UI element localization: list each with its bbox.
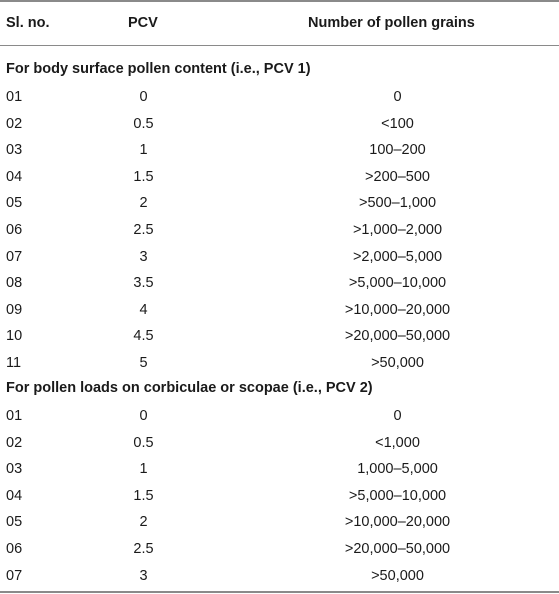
cell-pcv-value: 3.5 (133, 275, 154, 292)
cell-pollen-grains-value: >10,000–20,000 (344, 514, 451, 531)
cell-pcv-value: 2.5 (133, 222, 154, 238)
table-row (0, 350, 559, 376)
cell-sl-no: 10 (6, 328, 23, 345)
column-header-pcv: PCV (128, 15, 158, 31)
section-title: For body surface pollen content (i.e., PCV 1) (6, 61, 311, 77)
cell-pollen-grains (371, 567, 424, 585)
cell-pollen-grains (371, 354, 424, 372)
table-row (0, 297, 559, 323)
cell-pollen-grains-value: >20,000–50,000 (344, 328, 451, 345)
cell-pollen-grains-value: >500–1,000 (359, 195, 437, 212)
cell-sl-no: 04 (6, 168, 23, 185)
cell-pollen-grains-value: >10,000–20,000 (344, 301, 451, 318)
cell-pcv-value: 5 (139, 355, 148, 371)
cell-pcv-value: 0.5 (133, 434, 154, 451)
cell-sl-no: 04 (6, 487, 23, 504)
cell-pcv-value: 4 (139, 301, 148, 318)
cell-sl-no: 06 (6, 222, 23, 238)
cell-sl-no: 11 (6, 355, 22, 371)
table-row (0, 509, 559, 535)
table-row (0, 430, 559, 456)
table-top-rule (0, 0, 559, 2)
table-row (0, 217, 559, 243)
cell-pcv (133, 327, 154, 345)
cell-pollen-grains-value: >5,000–10,000 (348, 487, 447, 504)
cell-pollen-grains (357, 460, 438, 478)
cell-pollen-grains-value: 100–200 (369, 142, 426, 159)
cell-pollen-grains (365, 168, 430, 186)
table-bottom-rule (0, 591, 559, 593)
section-title: For pollen loads on corbiculae or scopae (i.e., PCV 2) (6, 380, 373, 396)
table-row (0, 270, 559, 296)
cell-pcv (133, 434, 154, 452)
column-header-sl-no: Sl. no. (6, 15, 50, 31)
cell-pcv (139, 354, 148, 372)
cell-pcv-value: 3 (139, 567, 148, 584)
cell-pollen-grains (348, 274, 447, 292)
cell-pcv (133, 115, 154, 133)
cell-sl-no: 06 (6, 541, 23, 557)
cell-sl-no: 02 (6, 115, 23, 132)
table-row (0, 403, 559, 429)
cell-pollen-grains (369, 141, 426, 159)
cell-pollen-grains-value: >50,000 (371, 567, 424, 584)
cell-sl-no: 07 (6, 248, 23, 265)
cell-sl-no: 05 (6, 195, 23, 212)
header-rule (0, 45, 559, 46)
cell-pcv-value: 2 (139, 514, 148, 531)
cell-sl-no: 02 (6, 434, 23, 451)
cell-pcv-value: 1.5 (133, 487, 154, 504)
cell-pcv-value: 3 (139, 248, 148, 265)
cell-pcv-value: 1.5 (133, 168, 154, 185)
cell-pcv (139, 248, 148, 266)
cell-pollen-grains-value: >200–500 (365, 168, 430, 185)
cell-pcv (139, 567, 148, 585)
cell-sl-no: 08 (6, 275, 23, 292)
cell-pollen-grains (393, 407, 402, 425)
cell-pcv (133, 221, 154, 239)
cell-pcv (139, 460, 148, 478)
cell-pollen-grains (381, 115, 414, 133)
cell-pcv-value: 4.5 (133, 328, 154, 345)
table-row (0, 483, 559, 509)
table-row (0, 536, 559, 562)
cell-pollen-grains-value: >2,000–5,000 (352, 248, 443, 265)
cell-pcv-value: 1 (139, 142, 148, 159)
cell-pollen-grains-value: 0 (393, 89, 402, 105)
cell-pcv (139, 513, 148, 531)
cell-pcv (139, 88, 148, 106)
cell-pollen-grains-value: >5,000–10,000 (348, 275, 447, 292)
cell-pcv-value: 2.5 (133, 541, 154, 557)
cell-pollen-grains-value: >20,000–50,000 (344, 541, 451, 557)
cell-pcv (133, 540, 154, 558)
cell-pcv (139, 141, 148, 159)
table-row (0, 84, 559, 110)
cell-sl-no: 07 (6, 567, 23, 584)
cell-pollen-grains (344, 327, 451, 345)
cell-sl-no: 03 (6, 461, 23, 478)
cell-sl-no: 03 (6, 142, 23, 159)
cell-pcv-value: 2 (139, 195, 148, 212)
cell-pollen-grains-value: >1,000–2,000 (352, 222, 443, 238)
cell-sl-no: 01 (6, 408, 23, 424)
cell-pcv-value: 0 (139, 89, 148, 105)
table-row (0, 323, 559, 349)
table-row (0, 190, 559, 216)
table-row (0, 137, 559, 163)
cell-pcv (139, 301, 148, 319)
cell-pcv-value: 0 (139, 408, 148, 424)
table-row (0, 164, 559, 190)
cell-pollen-grains (348, 487, 447, 505)
cell-pcv (133, 487, 154, 505)
cell-pollen-grains (344, 301, 451, 319)
cell-pollen-grains (375, 434, 420, 452)
cell-pcv-value: 1 (139, 461, 148, 478)
cell-pcv (133, 168, 154, 186)
cell-pollen-grains (352, 221, 443, 239)
cell-pollen-grains (359, 194, 437, 212)
table-row (0, 456, 559, 482)
cell-sl-no: 09 (6, 301, 23, 318)
column-header-pollen-grains: Number of pollen grains (308, 15, 475, 31)
table-row (0, 111, 559, 137)
table-row (0, 563, 559, 589)
cell-pcv-value: 0.5 (133, 115, 154, 132)
table-row (0, 244, 559, 270)
cell-pollen-grains (393, 88, 402, 106)
cell-pcv (139, 407, 148, 425)
cell-pollen-grains (352, 248, 443, 266)
cell-pollen-grains-value: <1,000 (375, 434, 420, 451)
cell-pollen-grains (344, 513, 451, 531)
cell-pollen-grains (344, 540, 451, 558)
cell-pollen-grains-value: 0 (393, 408, 402, 424)
cell-pcv (133, 274, 154, 292)
cell-pcv (139, 194, 148, 212)
cell-sl-no: 01 (6, 89, 23, 105)
cell-pollen-grains-value: <100 (381, 115, 414, 132)
cell-pollen-grains-value: >50,000 (371, 355, 424, 371)
cell-sl-no: 05 (6, 514, 23, 531)
cell-pollen-grains-value: 1,000–5,000 (357, 461, 438, 478)
